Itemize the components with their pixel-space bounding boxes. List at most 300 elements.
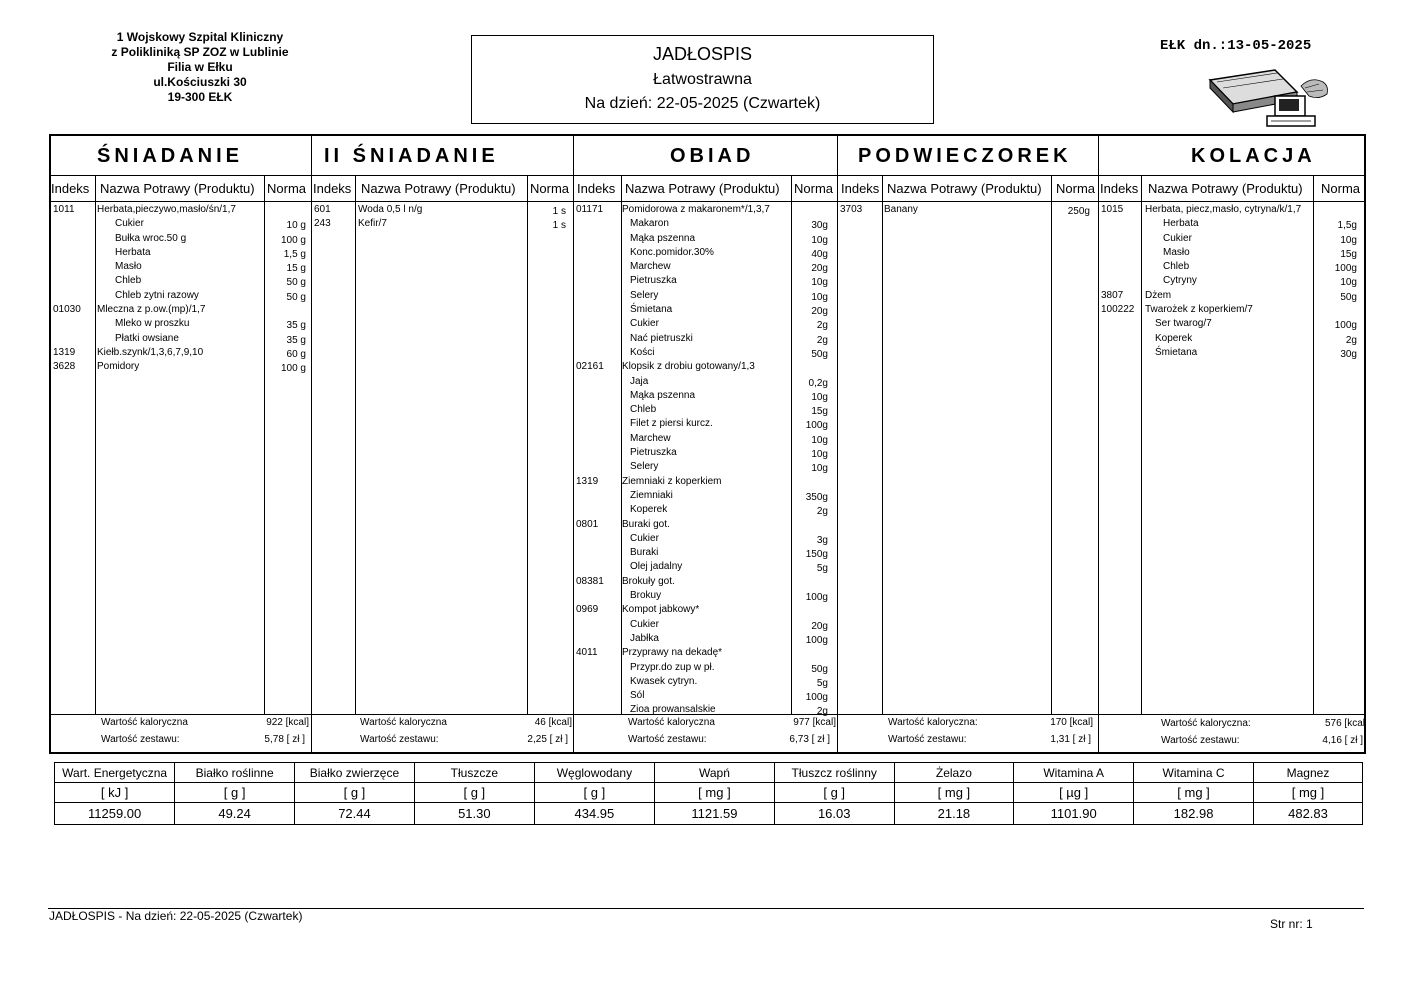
nutrient-value: 11259.00 bbox=[55, 803, 175, 825]
ingredient-row bbox=[574, 433, 838, 447]
meal-rows bbox=[1099, 204, 1365, 361]
kcal-value: 576 [kcal bbox=[1324, 718, 1365, 729]
nutrient-unit: [ g ] bbox=[774, 783, 894, 803]
ingredient-row bbox=[1099, 247, 1365, 261]
ingredient-name: Jabłka bbox=[630, 632, 659, 644]
ingredient-norm: 40g bbox=[811, 248, 828, 260]
ingredient-norm: 10g bbox=[811, 291, 828, 303]
ingredient-norm: 20g bbox=[811, 306, 828, 318]
cost-label: Wartość zestawu: bbox=[360, 734, 439, 745]
ingredient-name: Masło bbox=[115, 261, 142, 273]
ingredient-name: Bułka wroc.50 g bbox=[115, 232, 187, 244]
ingredient-row bbox=[51, 233, 311, 247]
ingredient-norm: 10g bbox=[1340, 234, 1357, 246]
ingredient-norm: 30g bbox=[811, 220, 828, 232]
norm-header: Norma bbox=[267, 181, 307, 196]
ingredient-norm: 150g bbox=[805, 549, 828, 561]
nutrient-name: Żelazo bbox=[894, 763, 1014, 783]
nutrient-unit: [ g ] bbox=[534, 783, 654, 803]
dish-row bbox=[51, 304, 311, 318]
ingredient-name: Marchew bbox=[630, 432, 671, 444]
dish-norm: 60 g bbox=[286, 348, 306, 360]
ingredient-norm: 15 g bbox=[286, 263, 306, 275]
ingredient-row bbox=[574, 390, 838, 404]
nutrition-value-row bbox=[55, 803, 1363, 825]
ingredient-name: Chleb bbox=[1163, 261, 1190, 273]
meal-lunch bbox=[573, 136, 838, 752]
ingredient-norm: 15g bbox=[811, 406, 828, 418]
ingredient-norm: 100g bbox=[805, 592, 828, 604]
ingredient-name: Ser twarog/7 bbox=[1155, 318, 1212, 330]
column-headers bbox=[1099, 176, 1365, 202]
ingredient-norm: 100g bbox=[1334, 263, 1357, 275]
meal-summary bbox=[1099, 714, 1365, 752]
dish-row bbox=[574, 604, 838, 618]
name-header: Nazwa Potrawy (Produktu) bbox=[887, 181, 1042, 196]
ingredient-norm: 0,2g bbox=[808, 377, 828, 389]
ingredient-norm: 10g bbox=[811, 463, 828, 475]
ingredient-name: Przypr.do zup w pł. bbox=[630, 661, 715, 673]
ingredient-norm: 10g bbox=[1340, 277, 1357, 289]
nutrient-unit: [ g ] bbox=[175, 783, 295, 803]
ingredient-norm: 35 g bbox=[286, 320, 306, 332]
ingredient-norm: 100g bbox=[805, 420, 828, 432]
ingredient-name: Filet z piersi kurcz. bbox=[630, 418, 713, 430]
ingredient-row bbox=[574, 461, 838, 475]
ingredient-norm: 2g bbox=[1345, 334, 1357, 346]
ingredient-norm: 2g bbox=[816, 334, 828, 346]
column-headers bbox=[51, 176, 311, 202]
dish-index: 1319 bbox=[576, 475, 599, 487]
nutrient-name: Węglowodany bbox=[534, 763, 654, 783]
meal-rows bbox=[574, 204, 838, 719]
ingredient-norm: 10g bbox=[811, 234, 828, 246]
ingredient-norm: 2g bbox=[816, 320, 828, 332]
ingredient-norm: 100g bbox=[1334, 320, 1357, 332]
dish-name: Pomidorowa z makaronem*/1,3,7 bbox=[622, 204, 770, 215]
dish-row bbox=[838, 204, 1099, 218]
ingredient-row bbox=[51, 275, 311, 289]
dish-index: 4011 bbox=[576, 647, 598, 659]
ingredient-name: Konc.pomidor.30% bbox=[630, 246, 714, 258]
cost-value: 6,73 [ zł ] bbox=[789, 734, 830, 745]
cost-value: 1,31 [ zł ] bbox=[1050, 734, 1091, 745]
ingredient-name: Masło bbox=[1163, 246, 1190, 258]
nutrient-unit: [ µg ] bbox=[1014, 783, 1134, 803]
ingredient-row bbox=[574, 218, 838, 232]
kcal-label: Wartość kaloryczna: bbox=[1161, 718, 1251, 729]
ingredient-row bbox=[574, 404, 838, 418]
ingredient-norm: 100g bbox=[805, 634, 828, 646]
ingredient-row bbox=[574, 490, 838, 504]
dish-row bbox=[574, 647, 838, 661]
document-title: JADŁOSPIS bbox=[652, 44, 753, 64]
ingredient-norm: 30g bbox=[1340, 348, 1357, 360]
meal-title: ŚNIADANIE bbox=[51, 136, 311, 176]
ingredient-name: Mąka pszenna bbox=[630, 389, 696, 401]
ingredient-name: Selery bbox=[630, 461, 659, 473]
ingredient-norm: 5g bbox=[816, 563, 828, 575]
nutrient-value: 182.98 bbox=[1134, 803, 1254, 825]
dish-index: 243 bbox=[314, 218, 331, 230]
ingredient-row bbox=[574, 418, 838, 432]
diet-name: Łatwostrawna bbox=[653, 71, 752, 88]
hospital-address bbox=[80, 30, 320, 105]
ingredient-name: Kości bbox=[630, 346, 655, 358]
dish-name: Przyprawy na dekadę* bbox=[622, 647, 723, 659]
kcal-value: 170 [kcal] bbox=[1050, 717, 1093, 728]
ingredient-name: Marchew bbox=[630, 261, 671, 273]
ingredient-row bbox=[574, 590, 838, 604]
meal-breakfast bbox=[51, 136, 311, 752]
nutrient-name: Magnez bbox=[1253, 763, 1362, 783]
nutrient-unit: [ g ] bbox=[295, 783, 415, 803]
ingredient-name: Śmietana bbox=[1155, 346, 1198, 358]
meal-rows bbox=[838, 204, 1099, 218]
kcal-value: 46 [kcal] bbox=[534, 717, 572, 728]
ingredient-row bbox=[574, 561, 838, 575]
ingredient-norm: 100 g bbox=[280, 234, 306, 246]
kcal-label: Wartość kaloryczna bbox=[360, 717, 447, 728]
meal-afternoon-snack bbox=[837, 136, 1099, 752]
ingredient-norm: 10g bbox=[811, 277, 828, 289]
nutrient-value: 434.95 bbox=[534, 803, 654, 825]
ingredient-name: Makaron bbox=[630, 218, 669, 230]
nutrient-unit: [ mg ] bbox=[894, 783, 1014, 803]
ingredient-norm: 350g bbox=[805, 491, 828, 503]
ingredient-row bbox=[574, 662, 838, 676]
nutrient-value: 72.44 bbox=[295, 803, 415, 825]
hospital-line: ul.Kościuszki 30 bbox=[153, 75, 247, 89]
nutrition-table bbox=[54, 762, 1363, 825]
nutrient-value: 49.24 bbox=[175, 803, 295, 825]
ingredient-row bbox=[51, 261, 311, 275]
nutrient-name: Witamina A bbox=[1014, 763, 1134, 783]
ingredient-norm: 10g bbox=[811, 391, 828, 403]
nutrient-unit: [ mg ] bbox=[655, 783, 775, 803]
meal-table bbox=[49, 134, 1366, 754]
meal-second-breakfast bbox=[311, 136, 574, 752]
ingredient-name: Brokuy bbox=[630, 590, 662, 602]
book-computer-icon bbox=[1205, 62, 1335, 130]
ingredient-row bbox=[574, 690, 838, 704]
nutrient-unit: [ mg ] bbox=[1134, 783, 1254, 803]
nutrient-unit: [ kJ ] bbox=[55, 783, 175, 803]
dish-row bbox=[1099, 204, 1365, 218]
ingredient-name: Chleb zytni razowy bbox=[115, 289, 199, 301]
dish-row bbox=[312, 204, 574, 218]
cost-value: 5,78 [ zł ] bbox=[264, 734, 305, 745]
column-headers bbox=[574, 176, 838, 202]
norm-header: Norma bbox=[1321, 181, 1361, 196]
dish-name: Woda 0,5 l n/g bbox=[358, 204, 423, 215]
ingredient-name: Olej jadalny bbox=[630, 561, 683, 573]
ingredient-norm: 50g bbox=[811, 348, 828, 360]
ingredient-norm: 10 g bbox=[286, 220, 306, 232]
meal-title: KOLACJA bbox=[1099, 136, 1365, 176]
ingredient-norm: 20g bbox=[811, 620, 828, 632]
nutrient-value: 51.30 bbox=[414, 803, 534, 825]
ingredient-row bbox=[574, 247, 838, 261]
column-headers bbox=[838, 176, 1099, 202]
ingredient-name: Kwasek cytryn. bbox=[630, 675, 698, 687]
ingredient-row bbox=[574, 633, 838, 647]
kcal-label: Wartość kaloryczna bbox=[628, 717, 715, 728]
ingredient-norm: 50 g bbox=[286, 291, 306, 303]
dish-norm: 1 s bbox=[552, 220, 566, 232]
ingredient-name: Mleko w proszku bbox=[115, 318, 190, 330]
dish-row bbox=[1099, 290, 1365, 304]
nutrient-unit: [ g ] bbox=[414, 783, 534, 803]
dish-norm: 1 s bbox=[552, 206, 566, 217]
ingredient-name: Pietruszka bbox=[630, 447, 677, 459]
nutrient-name: Białko zwierzęce bbox=[295, 763, 415, 783]
ingredient-row bbox=[1099, 218, 1365, 232]
ingredient-row bbox=[1099, 233, 1365, 247]
hospital-line: 1 Wojskowy Szpital Kliniczny bbox=[116, 30, 284, 44]
dish-name: Brokuły got. bbox=[622, 575, 675, 587]
ingredient-row bbox=[574, 333, 838, 347]
meal-summary bbox=[838, 714, 1099, 752]
dish-row bbox=[574, 204, 838, 218]
ingredient-row bbox=[574, 261, 838, 275]
ingredient-norm: 2g bbox=[816, 706, 828, 718]
dish-name: Klopsik z drobiu gotowany/1,3 bbox=[622, 361, 755, 373]
nutrient-unit: [ mg ] bbox=[1253, 783, 1362, 803]
cost-label: Wartość zestawu: bbox=[628, 734, 707, 745]
ingredient-name: Selery bbox=[630, 289, 659, 301]
ingredient-name: Cytryny bbox=[1163, 275, 1197, 287]
dish-row bbox=[312, 218, 574, 232]
ingredient-name: Herbata bbox=[1163, 218, 1199, 230]
meal-rows bbox=[312, 204, 574, 233]
index-header: Indeks bbox=[577, 181, 616, 196]
meal-title: OBIAD bbox=[574, 136, 838, 176]
dish-name: Dżem bbox=[1145, 289, 1172, 301]
ingredient-name: Koperek bbox=[1155, 332, 1193, 344]
ingredient-name: Śmietana bbox=[630, 304, 673, 316]
ingredient-row bbox=[574, 533, 838, 547]
meal-title: PODWIECZOREK bbox=[838, 136, 1099, 176]
dish-row bbox=[574, 476, 838, 490]
name-header: Nazwa Potrawy (Produktu) bbox=[625, 181, 780, 196]
dish-index: 3628 bbox=[53, 361, 76, 373]
index-header: Indeks bbox=[1100, 181, 1139, 196]
ingredient-row bbox=[51, 290, 311, 304]
hospital-line: z Polikliniką SP ZOZ w Lublinie bbox=[111, 45, 289, 59]
index-header: Indeks bbox=[313, 181, 352, 196]
ingredient-name: Sól bbox=[630, 690, 645, 702]
nutrient-name: Białko roślinne bbox=[175, 763, 295, 783]
ingredient-row bbox=[1099, 347, 1365, 361]
ingredient-name: Cukier bbox=[1163, 232, 1192, 244]
nutrient-value: 16.03 bbox=[774, 803, 894, 825]
page-number: Str nr: 1 bbox=[1270, 917, 1313, 931]
ingredient-name: Cukier bbox=[115, 218, 144, 230]
norm-header: Norma bbox=[530, 181, 570, 196]
nutrient-name: Wart. Energetyczna bbox=[55, 763, 175, 783]
nutrition-header-row bbox=[55, 763, 1363, 783]
dish-row bbox=[574, 576, 838, 590]
ingredient-norm: 35 g bbox=[286, 334, 306, 346]
ingredient-row bbox=[51, 247, 311, 261]
cost-label: Wartość zestawu: bbox=[1161, 735, 1240, 746]
dish-name: Mleczna z p.ow.(mp)/1,7 bbox=[97, 304, 206, 316]
meal-dinner bbox=[1098, 136, 1365, 752]
dish-index: 1015 bbox=[1101, 204, 1124, 215]
ingredient-name: Pietruszka bbox=[630, 275, 677, 287]
dish-row bbox=[1099, 304, 1365, 318]
ingredient-name: Cukier bbox=[630, 532, 659, 544]
index-header: Indeks bbox=[841, 181, 880, 196]
ingredient-row bbox=[574, 347, 838, 361]
ingredient-row bbox=[51, 333, 311, 347]
ingredient-name: Koperek bbox=[630, 504, 668, 516]
ingredient-norm: 3g bbox=[816, 534, 828, 546]
ingredient-name: Cukier bbox=[630, 318, 659, 330]
ingredient-name: Jaja bbox=[630, 375, 649, 387]
column-headers bbox=[312, 176, 574, 202]
kcal-value: 977 [kcal] bbox=[793, 717, 836, 728]
ingredient-name: Buraki bbox=[630, 547, 659, 559]
ingredient-name: Płatki owsiane bbox=[115, 332, 179, 344]
dish-name: Twarożek z koperkiem/7 bbox=[1145, 304, 1253, 316]
dish-index: 601 bbox=[314, 204, 331, 215]
dish-name: Herbata,pieczywo,masło/śn/1,7 bbox=[97, 204, 236, 215]
dish-index: 02161 bbox=[576, 361, 604, 373]
kcal-label: Wartość kaloryczna bbox=[101, 717, 188, 728]
nutrient-value: 1121.59 bbox=[655, 803, 775, 825]
cost-value: 2,25 [ zł ] bbox=[527, 734, 568, 745]
nutrient-name: Wapń bbox=[655, 763, 775, 783]
title-box bbox=[471, 35, 934, 124]
dish-name: Kompot jabkowy* bbox=[622, 604, 700, 616]
dish-name: Buraki got. bbox=[622, 518, 670, 530]
ingredient-row bbox=[574, 447, 838, 461]
name-header: Nazwa Potrawy (Produktu) bbox=[100, 181, 255, 196]
dish-row bbox=[574, 361, 838, 375]
ingredient-norm: 50g bbox=[811, 663, 828, 675]
ingredient-norm: 100g bbox=[805, 692, 828, 704]
dish-name: Kefir/7 bbox=[358, 218, 387, 230]
dish-index: 1319 bbox=[53, 346, 76, 358]
dish-index: 01030 bbox=[53, 304, 81, 316]
ingredient-row bbox=[574, 275, 838, 289]
dish-index: 0969 bbox=[576, 604, 599, 616]
dish-name: Herbata, piecz,masło, cytryna/k/1,7 bbox=[1145, 204, 1302, 215]
dish-name: Kiełb.szynk/1,3,6,7,9,10 bbox=[97, 346, 204, 358]
ingredient-row bbox=[574, 547, 838, 561]
dish-index: 01171 bbox=[576, 204, 604, 215]
dish-index: 0801 bbox=[576, 518, 599, 530]
ingredient-row bbox=[1099, 275, 1365, 289]
cost-label: Wartość zestawu: bbox=[101, 734, 180, 745]
dish-row bbox=[51, 361, 311, 375]
dish-name: Pomidory bbox=[97, 361, 140, 373]
nutrient-name: Tłuszcz roślinny bbox=[774, 763, 894, 783]
index-header: Indeks bbox=[51, 181, 90, 196]
ingredient-row bbox=[51, 318, 311, 332]
dish-index: 100222 bbox=[1101, 304, 1135, 316]
ingredient-row bbox=[1099, 333, 1365, 347]
ingredient-norm: 20g bbox=[811, 263, 828, 275]
meal-summary bbox=[51, 714, 311, 752]
dish-row bbox=[51, 347, 311, 361]
ingredient-row bbox=[1099, 318, 1365, 332]
ingredient-row bbox=[574, 318, 838, 332]
kcal-value: 922 [kcal] bbox=[266, 717, 309, 728]
hospital-line: 19-300 EŁK bbox=[167, 90, 233, 104]
ingredient-name: Zioa prowansalskie bbox=[630, 704, 716, 716]
name-header: Nazwa Potrawy (Produktu) bbox=[361, 181, 516, 196]
ingredient-row bbox=[574, 676, 838, 690]
nutrient-value: 21.18 bbox=[894, 803, 1014, 825]
ingredient-row bbox=[574, 376, 838, 390]
nutrient-name: Witamina C bbox=[1134, 763, 1254, 783]
dish-norm: 50g bbox=[1340, 291, 1357, 303]
meal-title: II ŚNIADANIE bbox=[312, 136, 574, 176]
hospital-line: Filia w Ełku bbox=[167, 60, 233, 74]
nutrient-value: 1101.90 bbox=[1014, 803, 1134, 825]
ingredient-row bbox=[574, 504, 838, 518]
ingredient-name: Ziemniaki bbox=[630, 489, 673, 501]
ingredient-row bbox=[574, 290, 838, 304]
nutrient-name: Tłuszcze bbox=[414, 763, 534, 783]
print-date: EŁK dn.:13-05-2025 bbox=[1160, 38, 1312, 54]
dish-index: 3703 bbox=[840, 204, 863, 215]
ingredient-norm: 1,5 g bbox=[283, 248, 306, 260]
ingredient-name: Cukier bbox=[630, 618, 659, 630]
dish-name: Ziemniaki z koperkiem bbox=[622, 475, 722, 487]
dish-row bbox=[51, 204, 311, 218]
ingredient-norm: 10g bbox=[811, 449, 828, 461]
ingredient-row bbox=[574, 619, 838, 633]
footer-title: JADŁOSPIS - Na dzień: 22-05-2025 (Czwartek) bbox=[49, 909, 303, 923]
meal-summary bbox=[574, 714, 838, 752]
cost-value: 4,16 [ zł ] bbox=[1322, 735, 1363, 746]
ingredient-norm: 50 g bbox=[286, 277, 306, 289]
ingredient-norm: 1,5g bbox=[1337, 220, 1357, 232]
meal-rows bbox=[51, 204, 311, 376]
norm-header: Norma bbox=[1056, 181, 1096, 196]
menu-date: Na dzień: 22-05-2025 (Czwartek) bbox=[584, 95, 821, 112]
nutrient-value: 482.83 bbox=[1253, 803, 1362, 825]
dish-norm: 100 g bbox=[280, 363, 306, 375]
ingredient-norm: 15g bbox=[1340, 248, 1357, 260]
ingredient-name: Chleb bbox=[630, 404, 657, 416]
ingredient-norm: 10g bbox=[811, 434, 828, 446]
dish-index: 3807 bbox=[1101, 289, 1124, 301]
kcal-label: Wartość kaloryczna: bbox=[888, 717, 978, 728]
meal-summary bbox=[312, 714, 574, 752]
ingredient-norm: 5g bbox=[816, 677, 828, 689]
name-header: Nazwa Potrawy (Produktu) bbox=[1148, 181, 1303, 196]
dish-name: Banany bbox=[884, 204, 918, 215]
ingredient-norm: 2g bbox=[816, 506, 828, 518]
cost-label: Wartość zestawu: bbox=[888, 734, 967, 745]
ingredient-row bbox=[1099, 261, 1365, 275]
nutrition-unit-row bbox=[55, 783, 1363, 803]
ingredient-name: Chleb bbox=[115, 275, 142, 287]
ingredient-name: Nać pietruszki bbox=[630, 332, 693, 344]
ingredient-name: Mąka pszenna bbox=[630, 232, 696, 244]
dish-index: 08381 bbox=[576, 575, 604, 587]
dish-norm: 250g bbox=[1067, 206, 1090, 217]
ingredient-row bbox=[574, 233, 838, 247]
dish-index: 1011 bbox=[53, 204, 75, 215]
ingredient-row bbox=[51, 218, 311, 232]
norm-header: Norma bbox=[794, 181, 834, 196]
